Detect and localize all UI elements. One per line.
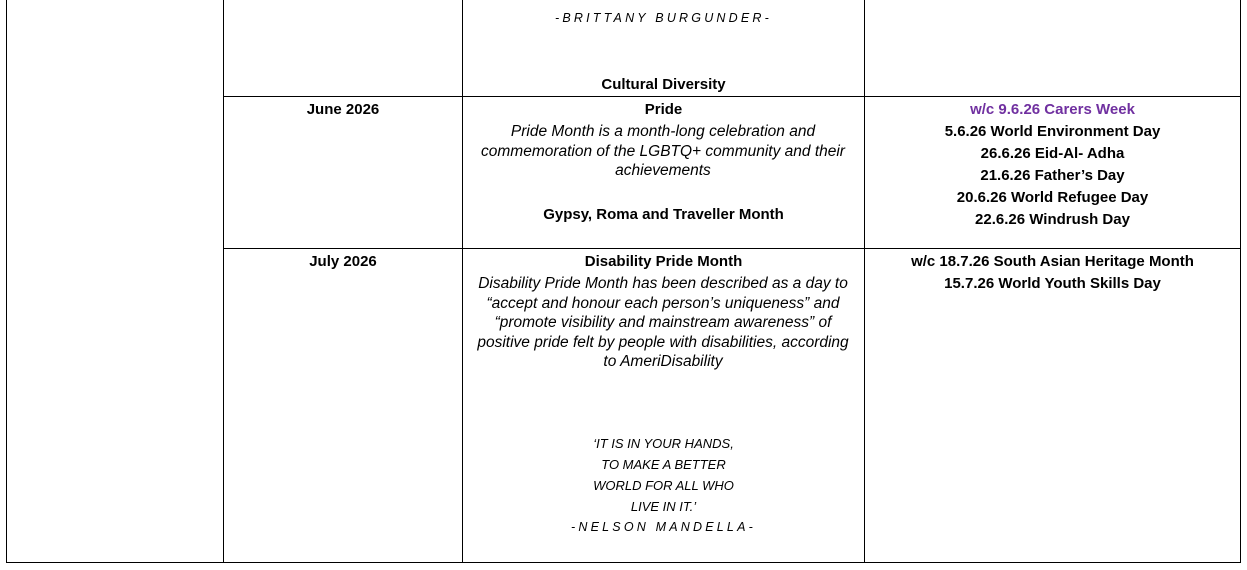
quote-attribution: -NELSON MANDELLA- [571,520,756,534]
july-events [865,251,1240,295]
june-event: 26.6.26 Eid-Al- Adha [980,145,1125,162]
row-divider-june [223,96,1241,97]
june-events [865,99,1240,231]
june-event: 5.6.26 World Environment Day [944,123,1161,140]
row-divider-july [223,248,1241,249]
june-month: June 2026 [306,101,380,118]
june-event: 20.6.26 World Refugee Day [956,189,1149,206]
july-event: 15.7.26 World Youth Skills Day [944,275,1161,292]
june-second-theme: Gypsy, Roma and Traveller Month [543,206,784,223]
table-border-left [6,0,7,563]
quote-line: ‘IT IS IN YOUR HANDS, [593,436,734,451]
quote-line: LIVE IN IT.’ [630,499,697,514]
quote-line: WORLD FOR ALL WHO [593,478,734,493]
table-border-right [1240,0,1241,563]
june-event-carers-week: w/c 9.6.26 Carers Week [970,101,1135,118]
june-event: 21.6.26 Father’s Day [980,167,1125,184]
table-border-col1 [223,0,224,563]
june-description: Pride Month is a month-long celebration and commemoration of the LGBTQ+ community and their achievements [481,123,845,179]
july-month: July 2026 [309,253,377,270]
july-theme: Disability Pride Month [584,253,743,270]
table-border-bottom [6,562,1241,563]
top-theme: Cultural Diversity [601,76,726,93]
june-event: 22.6.26 Windrush Day [975,211,1130,228]
july-description: Disability Pride Month has been described as a day to “accept and honour each person’s uniqueness” and “promote visibility and mainstream awareness” of positive pride felt by people with disabilities, according to AmeriDisability [477,275,849,370]
june-theme: Pride [644,101,683,118]
july-quote [463,433,864,537]
july-event: w/c 18.7.26 South Asian Heritage Month [911,253,1194,270]
top-attribution: -BRITTANY BURGUNDER- [554,11,772,25]
quote-line: TO MAKE A BETTER [601,457,726,472]
